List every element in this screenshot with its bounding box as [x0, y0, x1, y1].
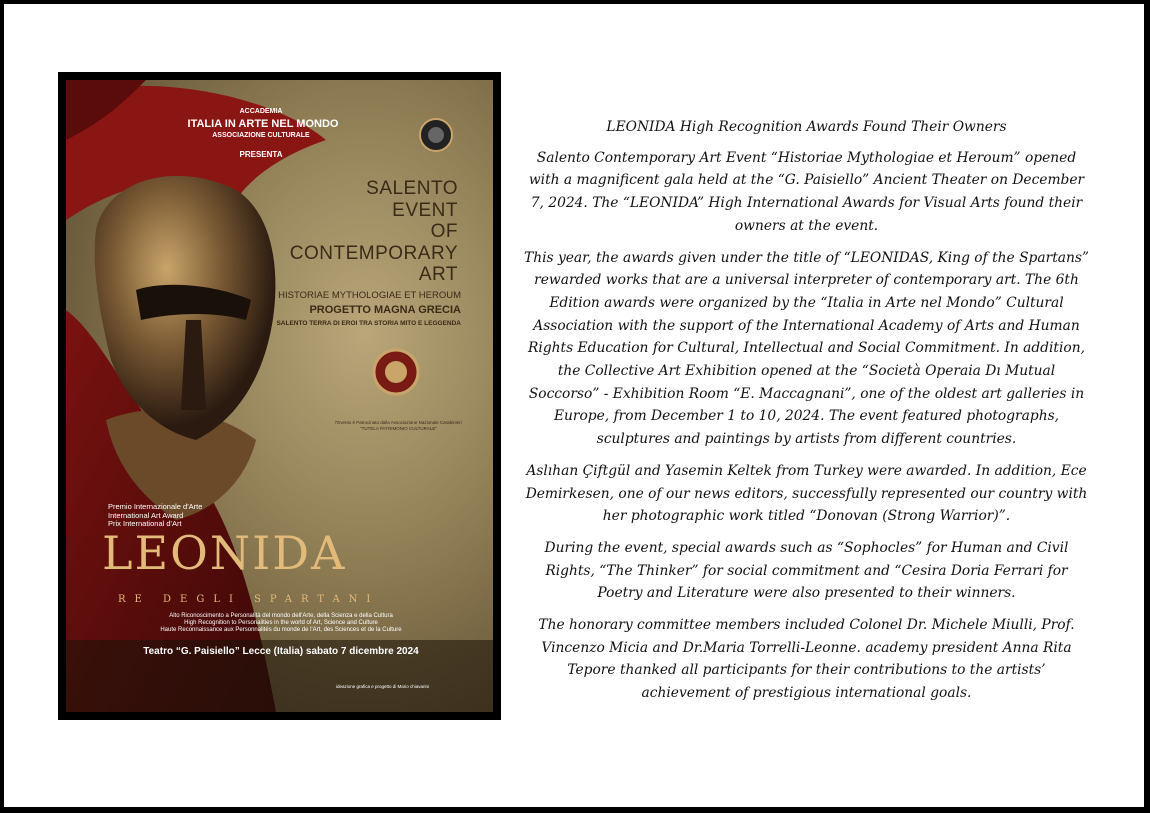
poster-title-line: OF — [430, 221, 458, 242]
article-paragraph: Aslıhan Çiftgül and Yasemin Keltek from Turkey were awarded. In addition, Ece Demirkesen, one of our news editors, successfully represented our country with her photographic work titled “Donovan (Strong Warrior)”. — [525, 462, 1088, 525]
article-paragraph: Salento Contemporary Art Event “Historiae Mythologiae et Heroum” opened with a magnificent gala held at the “G. Paisiello” Ancient Theater on December 7, 2024. The “LEONIDA” High International Awards for Visual Arts found their owners at the event. — [528, 149, 1085, 234]
poster-credit: ideazione grafica e progetto di Mario chiavarini — [336, 684, 430, 689]
poster-academy-name: ITALIA IN ARTE NEL MONDO — [187, 118, 339, 130]
article-paragraph: The honorary committee members included Colonel Dr. Michele Miulli, Prof. Vincenzo Micia and Dr.Maria Torrelli-Leonne. academy president Anna Rita Tepore thanked all participants for their contributions to the artists’ achievement of prestigious international goals. — [538, 617, 1075, 702]
poster-presenta: PRESENTA — [239, 150, 283, 159]
poster-teatro: Teatro “G. Paisiello” Lecce (Italia) sabato 7 dicembre 2024 — [143, 646, 419, 657]
poster-academy-sub: ASSOCIAZIONE CULTURALE — [212, 132, 310, 139]
poster-patronage: l'Evento è Patrocinato dalla Associazione Nazionale Carabinieri "TUTELA PATRIMONIO CULTURALE" — [335, 420, 462, 431]
poster-frame — [58, 72, 501, 720]
poster-re-degli-spartani: RE DEGLI SPARTANI — [118, 594, 380, 605]
article-paragraph: During the event, special awards such as “Sophocles” for Human and Civil Rights, “The Thinker” for social commitment and “Cesira Doria Ferrari for Poetry and Literature were also presented to their winners. — [544, 539, 1069, 602]
poster-event-title — [266, 178, 458, 286]
article — [524, 116, 1089, 714]
document-page — [4, 4, 1144, 807]
poster-premio: Premio Internazionale d'Arte International Art Award Prix International d'Art — [108, 502, 203, 528]
poster-title-line: ART — [418, 264, 458, 285]
poster-title-line: SALENTO — [366, 178, 458, 199]
poster-magna-grecia: PROGETTO MAGNA GRECIA — [309, 304, 461, 316]
poster-terra: SALENTO TERRA DI EROI TRA STORIA MITO E LEGGENDA — [276, 320, 461, 327]
poster-historiae: HISTORIAE MYTHOLOGIAE ET HEROUM — [278, 290, 461, 301]
poster-leonida: LEONIDA — [102, 526, 347, 580]
article-title: LEONIDA High Recognition Awards Found Their Owners — [606, 119, 1007, 135]
article-paragraph: This year, the awards given under the title of “LEONIDAS, King of the Spartans” rewarded works that are a universal interpreter of contemporary art. The 6th Edition awards were organized by the “Italia in Arte nel Mondo” Cultural Association with the support of the International Academy of Arts and Human Rights Education for Cultural, Intellectual and Social Commitment. In addition, the Collective Art Exhibition opened at the “Società Operaia Dı Mutual Soccorso” - Exhibition Room “E. Maccagnani”, one of the oldest art galleries in Europe, from December 1 to 10, 2024. The event featured photographs, sculptures and paintings by artists from different countries. — [524, 249, 1089, 448]
event-poster — [66, 80, 493, 712]
poster-academy-top: ACCADEMIA — [239, 108, 283, 115]
poster-title-line: EVENT — [392, 199, 458, 221]
poster-alto-riconoscimento: Alto Riconoscimento a Personalità del mondo dell'Arte, della Scienza e della Cultura High Recognition to Personalities in the world of Art, Science and Culture Haute Reconnaissance aux Personnalités du monde de l'Art, des Sciences et de la Culture — [160, 613, 402, 633]
poster-title-line: CONTEMPORARY — [289, 242, 458, 264]
